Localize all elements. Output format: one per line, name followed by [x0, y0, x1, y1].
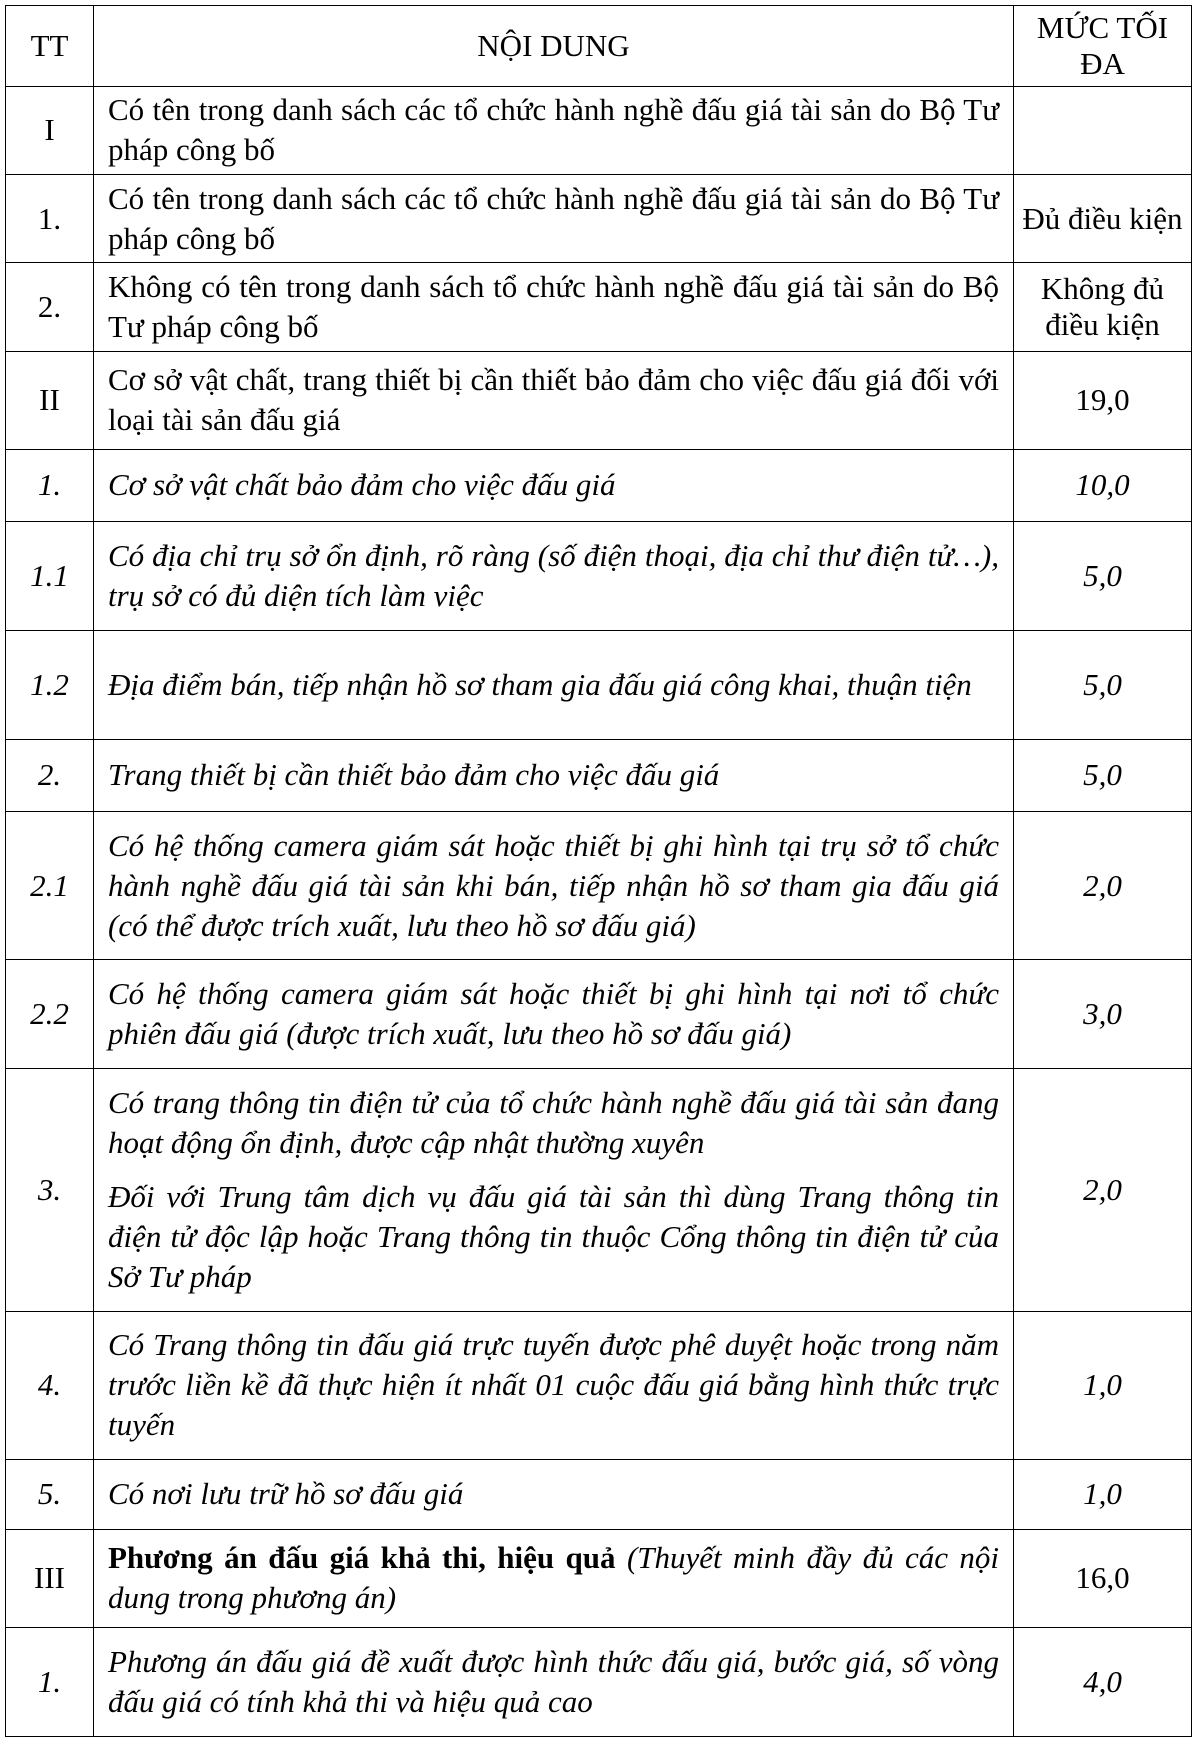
row-score: 2,0: [1014, 1069, 1192, 1311]
table-row: [6, 811, 1192, 959]
row-content: Có hệ thống camera giám sát hoặc thiết bị ghi hình tại trụ sở tổ chức hành nghề đấu giá tài sản khi bán, tiếp nhận hồ sơ tham gia đấu giá (có thể được trích xuất, lưu theo hồ sơ đấu giá): [94, 811, 1014, 959]
row-score: 19,0: [1014, 351, 1192, 449]
row-score: 16,0: [1014, 1529, 1192, 1627]
row-content: Địa điểm bán, tiếp nhận hồ sơ tham gia đấu giá công khai, thuận tiện: [94, 630, 1014, 739]
row-score: 5,0: [1014, 521, 1192, 630]
row-content: Cơ sở vật chất, trang thiết bị cần thiết bảo đảm cho việc đấu giá đối với loại tài sản đấu giá: [94, 351, 1014, 449]
table-row: [6, 630, 1192, 739]
row-content-main: Phương án đấu giá khả thi, hiệu quả: [108, 1540, 616, 1576]
row-score: Đủ điều kiện: [1014, 175, 1192, 263]
table-row: [6, 86, 1192, 174]
row-number: 2.1: [6, 811, 94, 959]
table-row: [6, 1529, 1192, 1627]
table-row: [6, 449, 1192, 521]
table-row: [6, 960, 1192, 1069]
criteria-table: [5, 5, 1192, 1737]
table-row: [6, 1459, 1192, 1529]
row-content: Có tên trong danh sách các tổ chức hành nghề đấu giá tài sản do Bộ Tư pháp công bố: [94, 86, 1014, 174]
row-content: Có Trang thông tin đấu giá trực tuyến được phê duyệt hoặc trong năm trước liền kề đã thực hiện ít nhất 01 cuộc đấu giá bằng hình thức trực tuyến: [94, 1311, 1014, 1459]
row-number: 4.: [6, 1311, 94, 1459]
row-number: I: [6, 86, 94, 174]
row-score: 1,0: [1014, 1459, 1192, 1529]
row-score: 3,0: [1014, 960, 1192, 1069]
row-number: 3.: [6, 1069, 94, 1311]
row-content: Trang thiết bị cần thiết bảo đảm cho việc đấu giá: [94, 740, 1014, 812]
row-score: 10,0: [1014, 449, 1192, 521]
table-row: [6, 351, 1192, 449]
header-tt: TT: [6, 6, 94, 87]
row-content: Không có tên trong danh sách tổ chức hành nghề đấu giá tài sản do Bộ Tư pháp công bố: [94, 263, 1014, 351]
row-number: 1.: [6, 449, 94, 521]
row-score: [1014, 86, 1192, 174]
table-row: [6, 1311, 1192, 1459]
row-content-note: (Thuyết minh đầy đủ các nội dung trong phương án): [108, 1540, 1000, 1616]
row-number: 1.2: [6, 630, 94, 739]
row-content: Có nơi lưu trữ hồ sơ đấu giá: [94, 1459, 1014, 1529]
row-number: 2.: [6, 263, 94, 351]
row-score: Không đủ điều kiện: [1014, 263, 1192, 351]
row-number: 2.2: [6, 960, 94, 1069]
row-score: 1,0: [1014, 1311, 1192, 1459]
row-number: II: [6, 351, 94, 449]
table-header-row: [6, 6, 1192, 87]
row-score: 2,0: [1014, 811, 1192, 959]
row-content: [94, 1529, 1014, 1627]
row-content-main: Có trang thông tin điện tử của tổ chức hành nghề đấu giá tài sản đang hoạt động ổn định, được cập nhật thường xuyên: [108, 1084, 999, 1160]
table-row: [6, 521, 1192, 630]
row-number: 1.: [6, 175, 94, 263]
header-muc-toi-da: MỨC TỐI ĐA: [1014, 6, 1192, 87]
row-score: 4,0: [1014, 1627, 1192, 1736]
row-number: 2.: [6, 740, 94, 812]
header-noi-dung: NỘI DUNG: [94, 6, 1014, 87]
row-number: III: [6, 1529, 94, 1627]
row-number: 1.: [6, 1627, 94, 1736]
row-score: 5,0: [1014, 740, 1192, 812]
row-content: [94, 1069, 1014, 1311]
row-content: Phương án đấu giá đề xuất được hình thức đấu giá, bước giá, số vòng đấu giá có tính khả thi và hiệu quả cao: [94, 1627, 1014, 1736]
row-content: Có hệ thống camera giám sát hoặc thiết bị ghi hình tại nơi tổ chức phiên đấu giá (được trích xuất, lưu theo hồ sơ đấu giá): [94, 960, 1014, 1069]
row-content-note: Đối với Trung tâm dịch vụ đấu giá tài sản thì dùng Trang thông tin điện tử độc lập hoặc Trang thông tin thuộc Cổng thông tin điện tử của Sở Tư pháp: [108, 1178, 999, 1294]
row-content: Cơ sở vật chất bảo đảm cho việc đấu giá: [94, 449, 1014, 521]
table-row: [6, 1627, 1192, 1736]
table-row: [6, 740, 1192, 812]
row-score: 5,0: [1014, 630, 1192, 739]
table-row: [6, 263, 1192, 351]
row-number: 5.: [6, 1459, 94, 1529]
row-content: Có tên trong danh sách các tổ chức hành nghề đấu giá tài sản do Bộ Tư pháp công bố: [94, 175, 1014, 263]
row-content: Có địa chỉ trụ sở ổn định, rõ ràng (số điện thoại, địa chỉ thư điện tử…), trụ sở có đủ diện tích làm việc: [94, 521, 1014, 630]
table-row: [6, 1069, 1192, 1311]
table-row: [6, 175, 1192, 263]
row-number: 1.1: [6, 521, 94, 630]
